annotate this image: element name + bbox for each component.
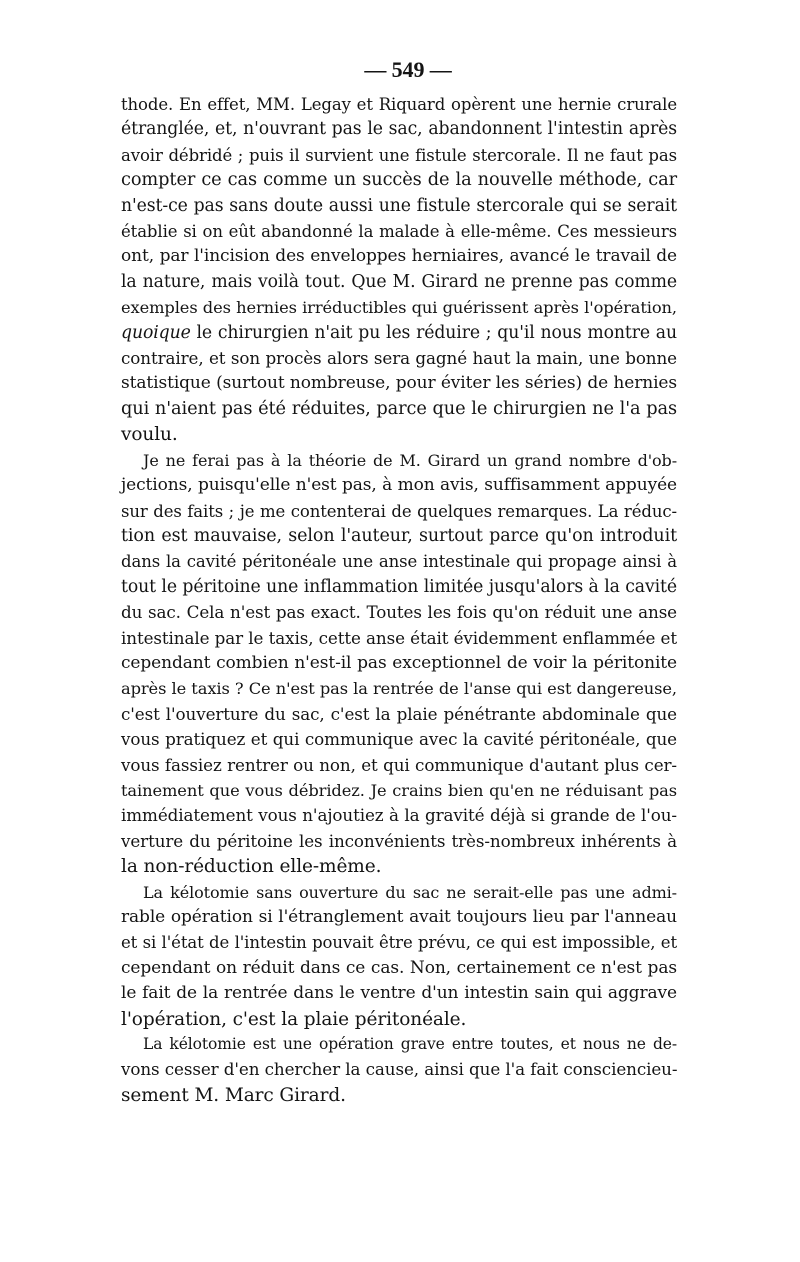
text-line: la non-réduction elle-même. — [121, 856, 382, 878]
text-line: vous pratiquez et qui communique avec la cavité péritonéale, que — [121, 729, 677, 750]
text-line: du sac. Cela n'est pas exact. Toutes les fois qu'on réduit une anse — [121, 602, 677, 623]
text-line-with-italic — [121, 321, 677, 346]
text-line: voulu. — [121, 424, 178, 446]
text-line: vons cesser d'en chercher la cause, ainsi que l'a fait consciencieu- — [121, 1059, 678, 1080]
text-line: jections, puisqu'elle n'est pas, à mon avis, suffisamment appuyée — [121, 475, 677, 496]
text-line: n'est-ce pas sans doute aussi une fistule stercorale qui se serait — [121, 195, 677, 216]
page-number: — 549 — — [364, 57, 452, 82]
text-line: l'opération, c'est la plaie péritonéale. — [121, 1008, 467, 1030]
text-line: intestinale par le taxis, cette anse était évidemment enflammée et — [121, 627, 677, 648]
text-line: tainement que vous débridez. Je crains bien qu'en ne réduisant pas — [121, 780, 677, 800]
text-line: ont, par l'incision des enveloppes herniaires, avancé le travail de — [121, 246, 677, 267]
italic-word: quoique — [121, 322, 191, 343]
text-line: tout le péritoine une inflammation limitée jusqu'alors à la cavité — [121, 576, 677, 597]
text-line: c'est l'ouverture du sac, c'est la plaie pénétrante abdominale que — [121, 703, 677, 724]
text-line: après le taxis ? Ce n'est pas la rentrée de l'anse qui est dangereuse, — [121, 679, 677, 699]
text-line: thode. En effet, MM. Legay et Riquard opèrent une hernie crurale — [121, 95, 677, 114]
text-line: La kélotomie sans ouverture du sac ne serait-elle pas une admi- — [143, 882, 677, 902]
paragraph-2 — [121, 448, 677, 880]
paragraph-3 — [121, 880, 677, 1032]
text-line: rable opération si l'étranglement avait toujours lieu par l'anneau — [121, 907, 677, 927]
text-line: établie si on eût abandonné la malade à elle-même. Ces messieurs — [121, 222, 677, 242]
text-line: cependant on réduit dans ce cas. Non, certainement ce n'est pas — [121, 957, 677, 978]
text-line: tion est mauvaise, selon l'auteur, surtout parce qu'on introduit — [121, 525, 677, 546]
text-line: dans la cavité péritonéale une anse intestinale qui propage ainsi à — [121, 552, 677, 572]
text-line: sur des faits ; je me contenterai de quelques remarques. La réduc- — [121, 501, 677, 521]
text-line: verture du péritoine les inconvénients très-nombreux inhérents à — [121, 830, 677, 851]
text-line: avoir débridé ; puis il survient une fistule stercorale. Il ne faut pas — [121, 145, 677, 165]
text-line: immédiatement vous n'ajoutiez à la gravité déjà si grande de l'ou- — [121, 805, 677, 826]
text-line: contraire, et son procès alors sera gagné haut la main, une bonne — [121, 348, 677, 369]
text-line: Je ne ferai pas à la théorie de M. Girard un grand nombre d'ob- — [143, 450, 677, 470]
text-line: la nature, mais voilà tout. Que M. Girard ne prenne pas comme — [121, 271, 677, 292]
paragraph-1 — [121, 92, 677, 448]
book-page — [121, 56, 677, 1108]
paragraph-4 — [121, 1032, 677, 1108]
text-line: compter ce cas comme un succès de la nouvelle méthode, car — [121, 170, 677, 191]
text-line-rest: le chirurgien n'ait pu les réduire ; qu'il nous montre au — [196, 322, 677, 343]
text-line: cependant combien n'est-il pas exceptionnel de voir la péritonite — [121, 652, 677, 673]
text-line: étranglée, et, n'ouvrant pas le sac, abandonnent l'intestin après — [121, 119, 677, 140]
text-line: sement M. Marc Girard. — [121, 1084, 346, 1106]
text-line: exemples des hernies irréductibles qui guérissent après l'opération, — [121, 298, 677, 318]
text-line: qui n'aient pas été réduites, parce que le chirurgien ne l'a pas — [121, 398, 677, 419]
text-line: statistique (surtout nombreuse, pour éviter les séries) de hernies — [121, 373, 677, 394]
text-line: La kélotomie est une opération grave entre toutes, et nous ne de- — [143, 1035, 677, 1054]
text-line: vous fassiez rentrer ou non, et qui communique d'autant plus cer- — [121, 754, 677, 775]
text-line: et si l'état de l'intestin pouvait être prévu, ce qui est impossible, et — [121, 933, 677, 953]
text-line: le fait de la rentrée dans le ventre d'un intestin sain qui aggrave — [121, 983, 677, 1004]
